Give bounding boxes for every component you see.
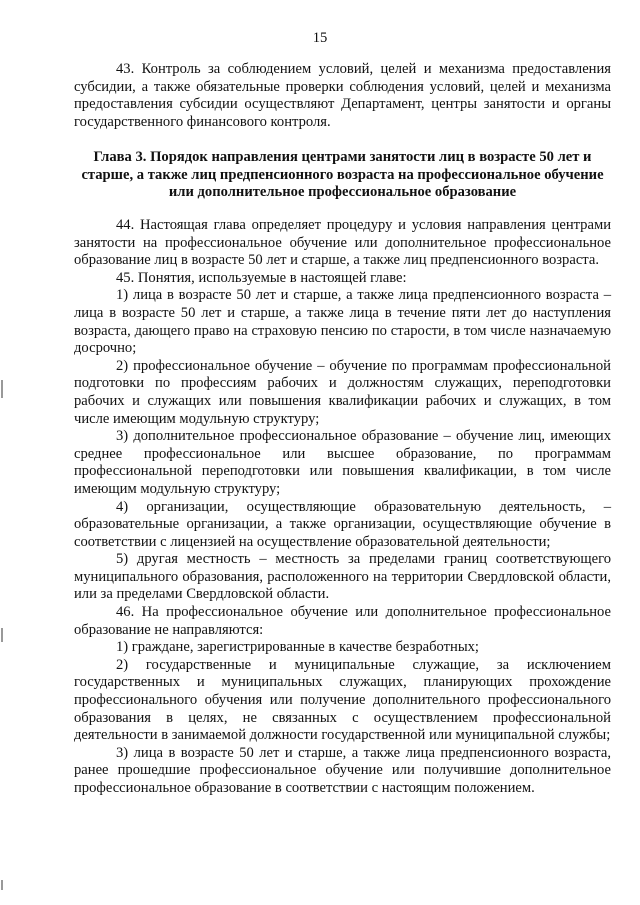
page-number: 15: [312, 30, 328, 46]
list-item-45-5: 5) другая местность – местность за пределами границ соответствующего муниципального образования, расположенного на территории Свердловской области, или за пределами Свердловской области.: [74, 551, 611, 603]
paragraph-46: 46. На профессиональное обучение или дополнительное профессиональное образование не направляются:: [74, 604, 611, 638]
chapter-body: [74, 217, 611, 798]
list-item-45-3: 3) дополнительное профессиональное образование – обучение лиц, имеющих среднее профессиональное или высшее образование, по программам профессиональной переподготовки или повышения квалификации, в том числе имеющим модульную структуру;: [74, 428, 611, 497]
chapter-heading: Глава 3. Порядок направления центрами занятости лиц в возрасте 50 лет и старше, а также лиц предпенсионного возраста на профессиональное обучение или дополнительное профессиональное образование: [81, 149, 604, 201]
list-item-45-1: 1) лица в возрасте 50 лет и старше, а также лица предпенсионного возраста – лица в возрасте 50 лет и старше, а также лица в течение пяти лет до наступления возраста, дающего право на страховую пенсию по старости, в том числе назначаемую досрочно;: [74, 287, 611, 357]
list-item-45-4: 4) организации, осуществляющие образовательную деятельность, – образовательные организации, а также организации, осуществляющие обучение в соответствии с лицензией на осуществление образовательной деятельности;: [74, 498, 611, 550]
scan-edge-mark: [1, 628, 3, 642]
paragraph-45: 45. Понятия, используемые в настоящей главе:: [116, 269, 407, 286]
paragraph-43: 43. Контроль за соблюдением условий, целей и механизма предоставления субсидии, а также обязательные проверки соблюдения условий, целей и механизма предоставления субсидии осуществляют Департамент, центры занятости и органы государственного финансового контроля.: [74, 61, 611, 130]
paragraph-44: 44. Настоящая глава определяет процедуру и условия направления центрами занятости на профессиональное обучение или дополнительное профессиональное образование лиц в возрасте 50 лет и старше, а также лиц предпенсионного возраста.: [74, 217, 611, 269]
scan-edge-mark: [1, 880, 3, 890]
scan-edge-mark: [1, 380, 3, 398]
list-item-45-2: 2) профессиональное обучение – обучение по программам профессиональной подготовки по профессиям рабочих и должностям служащих, переподготовки рабочих и служащих или повышения квалификации рабочих и служащих, в том числе имеющим модульную структуру;: [74, 357, 611, 427]
intro-block: [74, 61, 611, 131]
list-item-46-3: 3) лица в возрасте 50 лет и старше, а также лица предпенсионного возраста, ранее прошедшие профессиональное обучение или получившие дополнительное профессиональное образование в соответствии с настоящим положением.: [74, 744, 611, 796]
list-item-46-1: 1) граждане, зарегистрированные в качестве безработных;: [116, 639, 479, 656]
list-item-46-2: 2) государственные и муниципальные служащие, за исключением государственных и муниципальных служащих, планирующих прохождение профессионального обучения или получение дополнительного профессионального образования в целях, не связанных с осуществлением профессиональной деятельности в занимаемой должности государственной или муниципальной службы;: [74, 656, 611, 744]
